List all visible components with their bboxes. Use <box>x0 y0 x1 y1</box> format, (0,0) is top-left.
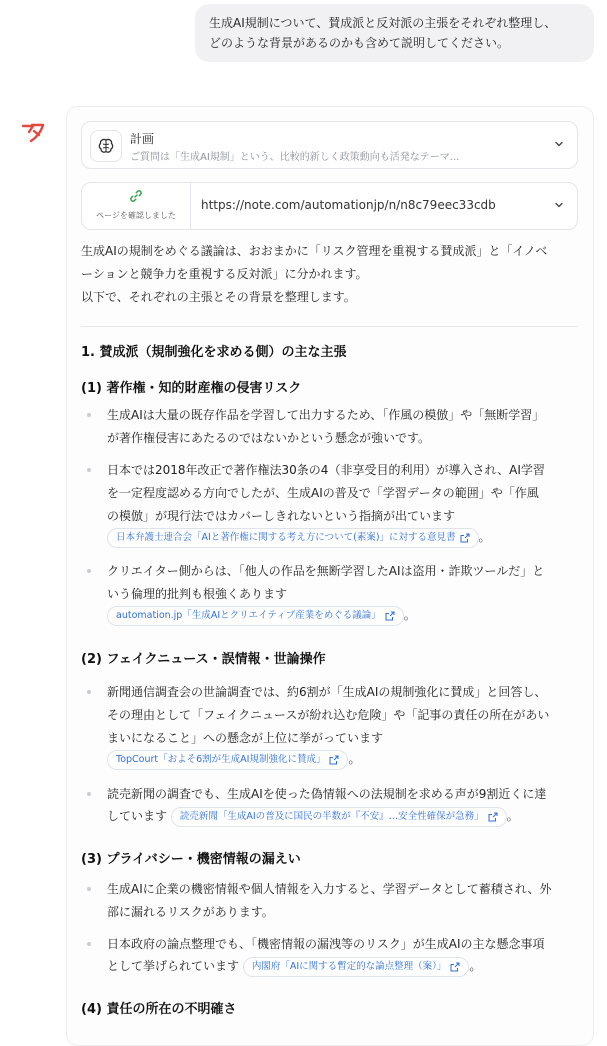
bullet-text: が著作権侵害にあたるのではないかという懸念が強いです。 <box>107 431 431 445</box>
intro-line: 生成AIの規制をめぐる議論は、おおまかに「リスク管理を重視する賛成派」と「イノベ <box>81 244 548 258</box>
period: 。 <box>478 530 491 544</box>
bullet-text-with-citation <box>107 955 481 977</box>
bullet-dot <box>87 690 91 694</box>
plan-title: 計画 <box>130 132 155 146</box>
bullet-dot <box>87 792 91 796</box>
subsection-heading: (1) 著作権・知的財産権の侵害リスク <box>81 381 302 396</box>
bullet-text: まいになること」への懸念が上位に挙がっています <box>107 731 384 745</box>
bullet-text: 読売新聞の調査でも、生成AIを使った偽情報への法規制を求める声が9割近くに達 <box>107 787 547 801</box>
bullet-text: 生成AIに企業の機密情報や個人情報を入力すると、学習データとして蓄積され、外 <box>107 882 552 896</box>
citation-text: 読売新聞「生成AIの普及に国民の半数が『不安』…安全性確保が急務」 <box>179 810 484 822</box>
bullet-text: その理由として「フェイクニュースが紛れ込む危険」や「記事の責任の所在があい <box>107 708 550 722</box>
external-link-icon <box>488 812 498 822</box>
bullet-text: 生成AIは大量の既存作品を学習して出力するため、「作風の模倣」や「無断学習」 <box>107 408 545 422</box>
chevron-down-icon[interactable] <box>553 138 565 150</box>
citation-line <box>107 526 491 548</box>
period: 。 <box>469 959 482 973</box>
external-link-icon <box>460 533 470 543</box>
intro-line: ーションと競争力を重視する反対派」に分かれます。 <box>81 267 368 281</box>
bullet-text: 新聞通信調査会の世論調査では、約6割が「生成AIの規制強化に賛成」と回答し、 <box>107 685 547 699</box>
user-message-line: どのような背景があるのかも含めて説明してください。 <box>209 36 510 50</box>
bullet-dot <box>87 569 91 573</box>
bullet-dot <box>87 942 91 946</box>
citation-link[interactable] <box>107 528 479 548</box>
page-check-panel[interactable] <box>81 182 578 230</box>
subsection-heading: (2) フェイクニュース・誤情報・世論操作 <box>81 652 326 667</box>
period: 。 <box>403 608 416 622</box>
page-check-url[interactable]: https://note.com/automationjp/n/n8c79eec33cdb <box>201 198 496 212</box>
bullet-text: いう倫理的批判も根強くあります <box>107 587 288 601</box>
assistant-avatar <box>18 117 48 147</box>
bullet-dot <box>87 468 91 472</box>
bullet-text: として挙げられています <box>107 959 240 973</box>
citation-link[interactable] <box>107 750 348 770</box>
page-check-status <box>82 183 191 229</box>
user-message-bubble <box>195 4 594 62</box>
citation-line <box>107 748 361 770</box>
citation-text: automation.jp「生成AIとクリエイティブ産業をめぐる議論」 <box>116 609 381 621</box>
plan-subtitle: ご質問は「生成AI規制」という、比較的新しく政策動向も活発なテーマ... <box>130 152 460 163</box>
citation-link[interactable] <box>107 606 404 626</box>
bullet-dot <box>87 413 91 417</box>
section-divider <box>81 326 578 327</box>
bullet-text: 日本政府の論点整理でも、「機密情報の漏洩等のリスク」が生成AIの主な懸念事項 <box>107 937 545 951</box>
bullet-dot <box>87 887 91 891</box>
link-icon <box>129 189 143 203</box>
citation-link[interactable] <box>171 807 507 827</box>
period: 。 <box>348 752 361 766</box>
page-check-label: ページを確認しました <box>96 211 176 220</box>
external-link-icon <box>450 962 460 972</box>
citation-text: 内閣府「AIに関する暫定的な論点整理（案）」 <box>251 960 447 972</box>
section-heading: 1. 賛成派（規制強化を求める側）の主な主張 <box>81 345 347 360</box>
bullet-text: を一定程度認める方向でしたが、生成AIの普及で「学習データの範囲」や「作風 <box>107 486 539 500</box>
intro-line: 以下で、それぞれの主張とその背景を整理します。 <box>81 290 356 304</box>
external-link-icon <box>329 755 339 765</box>
bullet-text-with-citation <box>107 805 519 827</box>
bullet-text: 部に漏れるリスクがあります。 <box>107 905 274 919</box>
citation-text: TopCourt「およそ6割が生成AI規制強化に賛成」 <box>116 753 326 765</box>
citation-link[interactable] <box>243 957 470 977</box>
subsection-heading: (4) 責任の所在の不明確さ <box>81 1002 237 1017</box>
bullet-text: の模倣」が現行法ではカバーしきれないという指摘が出ています <box>107 509 456 523</box>
user-message-line: 生成AI規制について、賛成派と反対派の主張をそれぞれ整理し、 <box>209 16 557 30</box>
bullet-text: クリエイター側からは、「他人の作品を無断学習したAIは盗用・詐欺ツールだ」と <box>107 564 545 578</box>
subsection-heading: (3) プライバシー・機密情報の漏えい <box>81 852 301 867</box>
period: 。 <box>506 809 519 823</box>
citation-line <box>107 604 416 626</box>
bullet-text: しています <box>107 809 168 823</box>
citation-text: 日本弁護士連合会「AIと著作権に関する考え方について(素案)」に対する意見書 <box>116 531 456 543</box>
assistant-logo-icon <box>20 120 46 144</box>
chevron-down-icon[interactable] <box>553 199 565 211</box>
plan-panel[interactable] <box>81 121 578 169</box>
bullet-text: 日本では2018年改正で著作権法30条の4（非享受目的利用）が導入され、AI学習 <box>107 463 545 477</box>
external-link-icon <box>385 611 395 621</box>
brain-icon <box>90 130 122 162</box>
